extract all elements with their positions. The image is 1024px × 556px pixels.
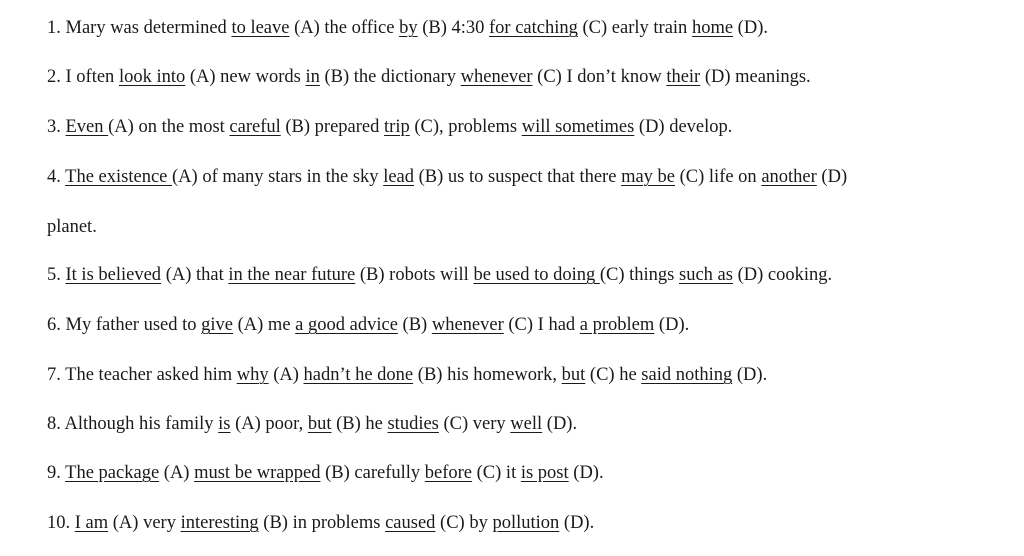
sentence-text: (B) his homework, bbox=[413, 365, 562, 385]
underlined-option: I am bbox=[74, 513, 109, 533]
underlined-option: The package bbox=[65, 463, 160, 483]
underlined-option: their bbox=[666, 67, 701, 87]
underlined-option: hadn’t he done bbox=[303, 365, 414, 385]
sentence-text: (B) he bbox=[331, 414, 388, 434]
sentence-text: (D) bbox=[816, 167, 848, 187]
sentence-text: (B) carefully bbox=[320, 463, 425, 483]
sentence-text: (D). bbox=[654, 315, 690, 335]
question-number: 8. bbox=[47, 414, 61, 434]
question-number: 2. bbox=[47, 67, 61, 87]
question-1 bbox=[47, 17, 1016, 39]
underlined-option: caused bbox=[385, 513, 436, 533]
sentence-text: (C) very bbox=[438, 414, 511, 434]
underlined-option: be used to doing bbox=[473, 265, 600, 285]
sentence-text: (D). bbox=[568, 463, 604, 483]
underlined-option: will sometimes bbox=[521, 117, 635, 137]
question-number: 5. bbox=[47, 265, 61, 285]
underlined-option: careful bbox=[229, 117, 281, 137]
sentence-text: (C), problems bbox=[409, 117, 522, 137]
question-number: 3. bbox=[47, 117, 61, 137]
sentence-text: (B) bbox=[397, 315, 432, 335]
underlined-option: said nothing bbox=[641, 365, 733, 385]
underlined-option: in bbox=[305, 67, 320, 87]
underlined-option: Even bbox=[65, 117, 109, 137]
sentence-text: (C) by bbox=[435, 513, 493, 533]
underlined-option: before bbox=[424, 463, 473, 483]
sentence-text: (B) the dictionary bbox=[319, 67, 461, 87]
underlined-option: trip bbox=[384, 117, 410, 137]
underlined-option: another bbox=[761, 167, 817, 187]
sentence-text: Mary was determined bbox=[65, 18, 232, 38]
sentence-text: (D) cooking. bbox=[732, 265, 833, 285]
underlined-option: a problem bbox=[579, 315, 655, 335]
sentence-text: (A) new words bbox=[185, 67, 306, 87]
underlined-option: well bbox=[510, 414, 543, 434]
sentence-text: (A) of many stars in the sky bbox=[172, 167, 384, 187]
sentence-text: (B) in problems bbox=[258, 513, 386, 533]
underlined-option: look into bbox=[118, 67, 186, 87]
underlined-option: may be bbox=[621, 167, 675, 187]
underlined-option: home bbox=[691, 18, 734, 38]
question-8 bbox=[47, 413, 1016, 435]
underlined-option: pollution bbox=[492, 513, 560, 533]
underlined-option: by bbox=[399, 18, 418, 38]
question-number: 9. bbox=[47, 463, 61, 483]
sentence-text: (C) I had bbox=[503, 315, 580, 335]
underlined-option: is post bbox=[520, 463, 569, 483]
question-number: 7. bbox=[47, 365, 61, 385]
question-number: 1. bbox=[47, 18, 61, 38]
question-4-continuation bbox=[47, 216, 1016, 238]
sentence-text: (A) on the most bbox=[108, 117, 230, 137]
sentence-text: (C) things bbox=[599, 265, 679, 285]
underlined-option: but bbox=[561, 365, 586, 385]
sentence-text: (C) he bbox=[585, 365, 642, 385]
sentence-text: The teacher asked him bbox=[65, 365, 237, 385]
question-number: 4. bbox=[47, 167, 61, 187]
sentence-text: (B) robots will bbox=[355, 265, 474, 285]
question-9 bbox=[47, 462, 1016, 484]
sentence-text: (D). bbox=[733, 18, 768, 38]
question-10 bbox=[47, 512, 1016, 534]
sentence-text: (D) develop. bbox=[634, 117, 733, 137]
question-7 bbox=[47, 364, 1016, 386]
sentence-text: (D) meanings. bbox=[700, 67, 811, 87]
sentence-text: (B) prepared bbox=[280, 117, 385, 137]
sentence-text: (A) that bbox=[161, 265, 229, 285]
underlined-option: but bbox=[307, 414, 332, 434]
sentence-text: Although his family bbox=[64, 414, 219, 434]
sentence-text: (A) the office bbox=[289, 18, 400, 38]
question-4 bbox=[47, 166, 1016, 188]
question-2 bbox=[47, 66, 1016, 88]
sentence-text: (D). bbox=[542, 414, 578, 434]
sentence-text: (A) bbox=[159, 463, 195, 483]
question-number: 6. bbox=[47, 315, 61, 335]
underlined-option: to leave bbox=[231, 18, 290, 38]
sentence-text: (C) life on bbox=[675, 167, 762, 187]
question-3 bbox=[47, 116, 1016, 138]
sentence-text: (A) very bbox=[108, 513, 181, 533]
underlined-option: a good advice bbox=[295, 315, 398, 335]
underlined-option: studies bbox=[387, 414, 439, 434]
sentence-text: (B) 4:30 bbox=[417, 18, 490, 38]
question-5 bbox=[47, 264, 1016, 286]
underlined-option: why bbox=[236, 365, 269, 385]
underlined-option: lead bbox=[383, 167, 414, 187]
underlined-option: It is believed bbox=[65, 265, 162, 285]
sentence-text: (A) me bbox=[233, 315, 296, 335]
underlined-option: such as bbox=[679, 265, 733, 285]
sentence-text: (C) early train bbox=[577, 18, 692, 38]
sentence-text: My father used to bbox=[65, 315, 202, 335]
question-number: 10. bbox=[47, 513, 71, 533]
underlined-option: is bbox=[218, 414, 231, 434]
underlined-option: The existence bbox=[65, 167, 173, 187]
sentence-text: I often bbox=[65, 67, 119, 87]
sentence-text: (D). bbox=[732, 365, 768, 385]
question-4-continuation-text: planet. bbox=[47, 217, 97, 237]
sentence-text: (A) poor, bbox=[230, 414, 308, 434]
underlined-option: whenever bbox=[460, 67, 533, 87]
sentence-text: (C) I don’t know bbox=[532, 67, 667, 87]
sentence-text: (D). bbox=[559, 513, 595, 533]
underlined-option: must be wrapped bbox=[194, 463, 321, 483]
sentence-text: (B) us to suspect that there bbox=[414, 167, 622, 187]
underlined-option: whenever bbox=[431, 315, 504, 335]
underlined-option: for catching bbox=[489, 18, 578, 38]
underlined-option: interesting bbox=[180, 513, 259, 533]
sentence-text: (C) it bbox=[472, 463, 521, 483]
underlined-option: in the near future bbox=[228, 265, 356, 285]
question-6 bbox=[47, 314, 1016, 336]
sentence-text: (A) bbox=[268, 365, 304, 385]
underlined-option: give bbox=[201, 315, 233, 335]
